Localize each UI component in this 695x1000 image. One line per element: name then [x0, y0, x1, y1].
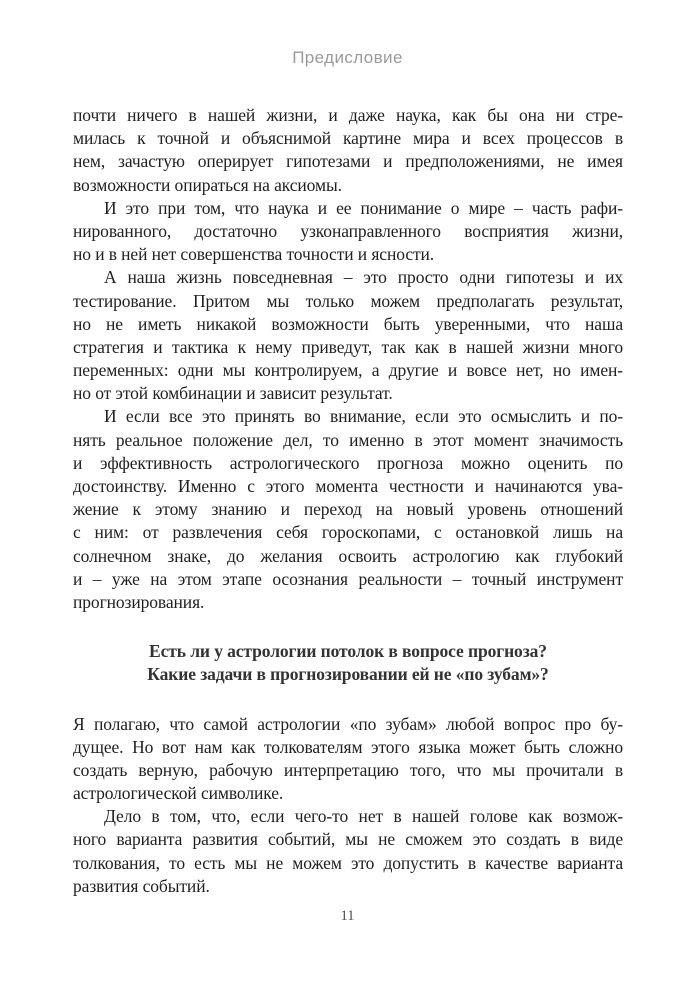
text-line: но от этой комбинации и зависит результат. [73, 383, 393, 404]
text-line: нированного, достаточно узконаправленного восприятия жизни, [73, 220, 623, 241]
text-line: астрологической символике. [73, 783, 284, 804]
text-line: но не иметь никакой возможности быть уверенными, что наша [73, 313, 623, 334]
paragraph [73, 713, 623, 806]
text-line: А наша жизнь повседневная – это просто одни гипотезы и их [104, 267, 623, 288]
text-line: толкования, то есть мы не можем это допустить в качестве варианта [73, 852, 623, 873]
text-line: и эффективность астрологического прогноза можно оценить по [73, 452, 623, 473]
text-line: но и в ней нет совершенства точности и ясности. [73, 244, 435, 265]
paragraph [73, 197, 623, 267]
text-line: милась к точной и объяснимой картине мира и всех процессов в [73, 128, 623, 149]
text-line: ного варианта развития событий, мы не сможем это создать в виде [73, 829, 623, 850]
text-line: И если все это принять во внимание, если это осмыслить и по- [104, 406, 623, 427]
paragraph [73, 104, 623, 197]
text-line: развития событий. [73, 875, 210, 896]
text-line: создать верную, рабочую интерпретацию того, что мы прочитали в [73, 759, 623, 780]
paragraph [73, 805, 623, 898]
text-line: почти ничего в нашей жизни, и даже наука, как бы она ни стре- [73, 105, 623, 125]
text-body [73, 104, 623, 898]
text-line: Я полагаю, что самой астрологии «по зубам» любой вопрос про бу- [73, 713, 623, 734]
paragraph [73, 405, 623, 614]
text-line: солнечном знаке, до желания освоить астрологию как глубокий [73, 545, 623, 566]
text-line: нем, зачастую оперирует гипотезами и предположениями, не имея [73, 151, 623, 172]
text-line: нять реальное положение дел, то именно в этот момент значимость [73, 429, 623, 450]
page-number: 11 [340, 908, 355, 924]
section-heading [73, 640, 623, 686]
text-line: прогнозирования. [73, 591, 205, 612]
running-head: Предисловие [292, 48, 403, 67]
text-line: И это при том, что наука и ее понимание о мире – часть рафи- [104, 197, 623, 218]
heading-line: Есть ли у астрологии потолок в вопросе прогноза? [149, 641, 547, 662]
text-line: стратегия и тактика к нему приведут, так как в нашей жизни много [73, 336, 623, 357]
text-line: жение к этому знанию и переход на новый уровень отношений [73, 499, 623, 520]
text-line: переменных: одни мы контролируем, а другие и вовсе нет, но имен- [73, 360, 623, 381]
text-line: достоинству. Именно с этого момента честности и начинаются ува- [73, 476, 623, 496]
text-line: и – уже на этом этапе осознания реальности – точный инструмент [73, 568, 623, 589]
text-line: дущее. Но вот нам как толкователям этого языка может быть сложно [73, 736, 623, 757]
text-line: тестирование. Притом мы только можем предполагать результат, [73, 290, 623, 311]
paragraph [73, 266, 623, 405]
text-line: с ним: от развлечения себя гороскопами, с остановкой лишь на [73, 522, 623, 543]
heading-line: Какие задачи в прогнозировании ей не «по зубам»? [147, 664, 549, 685]
text-line: возможности опираться на аксиомы. [73, 174, 342, 195]
text-line: Дело в том, что, если чего-то нет в нашей голове как возмож- [104, 806, 623, 827]
